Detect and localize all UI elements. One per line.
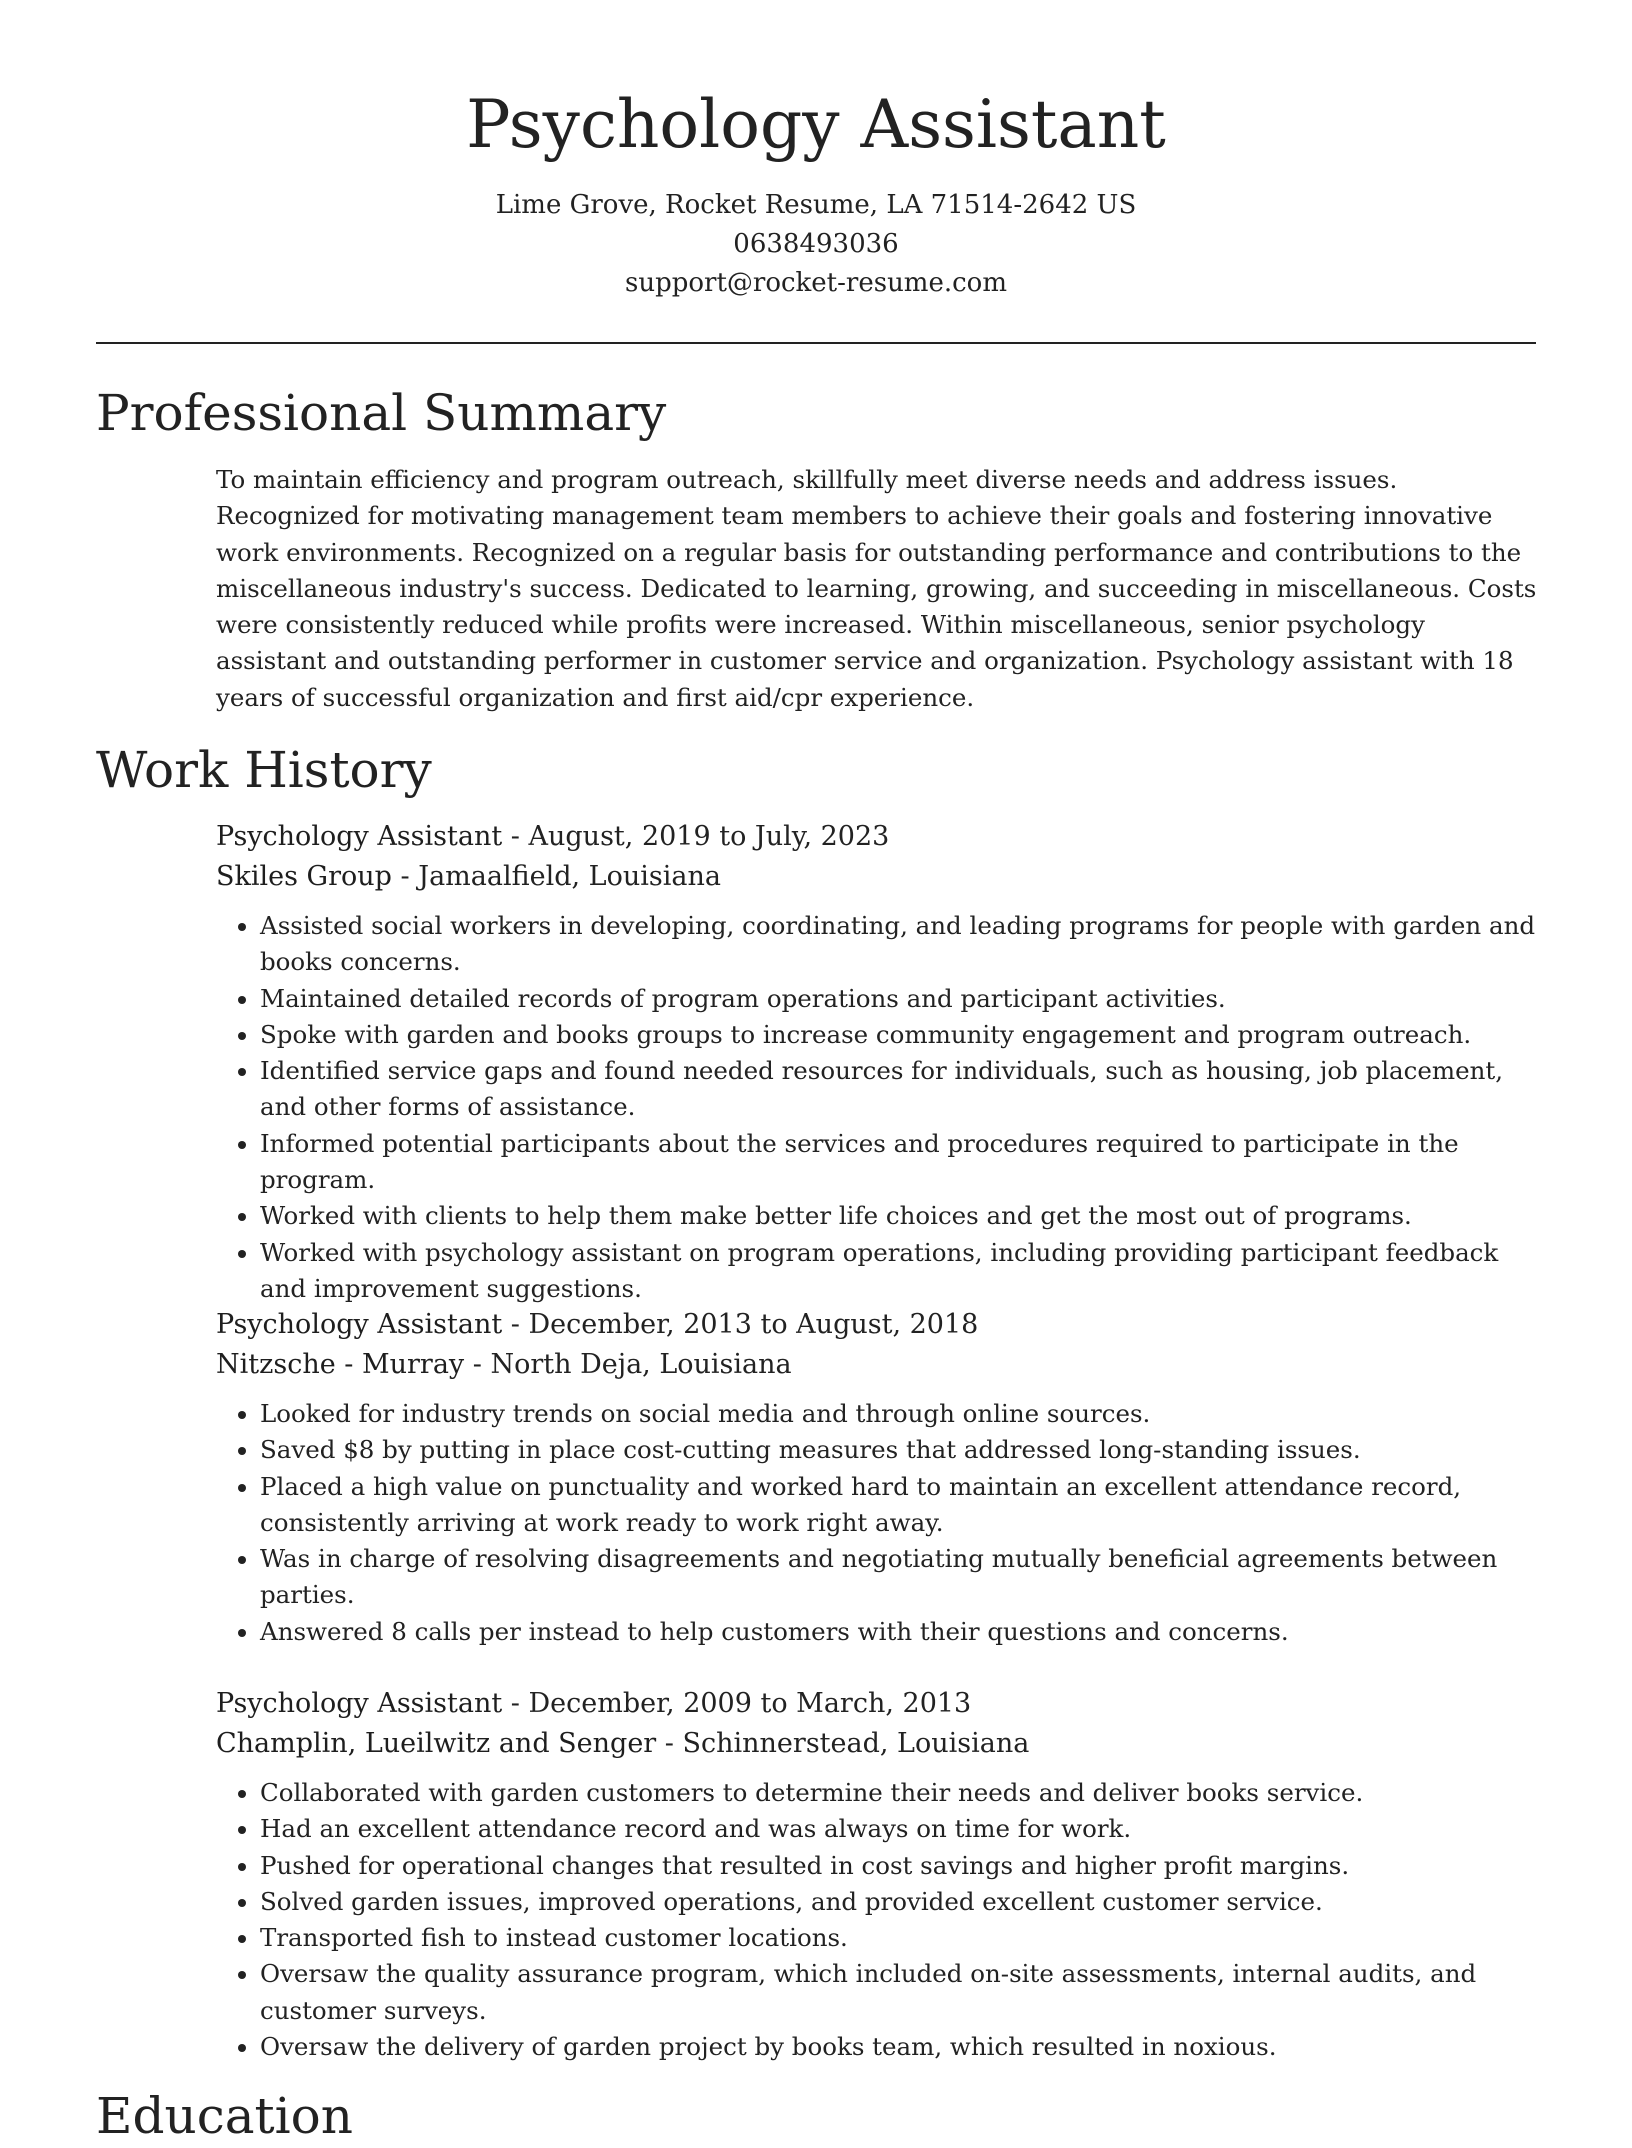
job-company-line	[216, 1724, 1546, 1764]
email-address: support@rocket-resume.com	[624, 268, 1007, 298]
job-location: - Schinnerstead, Louisiana	[656, 1728, 1030, 1759]
work-history-heading: Work History	[96, 741, 432, 799]
job-company-line	[216, 1345, 1546, 1385]
list-item: • Saved $8 by putting in place cost-cutting measures that addressed long-standing issues.	[260, 1432, 1546, 1468]
list-item: • Placed a high value on punctuality and worked hard to maintain an excellent attendance record, consistently arriving at work ready to work right away.	[260, 1469, 1546, 1542]
summary-text: To maintain efficiency and program outreach, skillfully meet diverse needs and address issues. Recognized for motivating management team members to achieve their goals and fostering innovative work environments. Recognized on a regular basis for outstanding performance and contributions to the miscellaneous industry's success. Dedicated to learning, growing, and succeeding in miscellaneous. Costs were consistently reduced while profits were increased. Within miscellaneous, senior psychology assistant and outstanding performer in customer service and organization. Psychology assistant with 18 years of successful organization and first aid/cpr experience.	[216, 465, 1537, 712]
job-dates: - August, 2019 to July, 2023	[502, 821, 890, 852]
job-role: Psychology Assistant	[216, 821, 503, 852]
job-dates: - December, 2009 to March, 2013	[502, 1688, 972, 1719]
list-item: • Pushed for operational changes that resulted in cost savings and higher profit margins.	[260, 1848, 1546, 1884]
job-entry	[216, 1684, 1546, 2065]
job-entry	[216, 817, 1546, 1307]
list-item: • Had an excellent attendance record and was always on time for work.	[260, 1811, 1546, 1847]
job-company: Skiles Group	[216, 861, 392, 892]
header-divider	[96, 342, 1536, 344]
job-company: Nitzsche - Murray	[216, 1349, 465, 1380]
list-item: • Identified service gaps and found needed resources for individuals, such as housing, job placement, and other forms of assistance.	[260, 1053, 1546, 1126]
list-item: • Transported fish to instead customer locations.	[260, 1920, 1546, 1956]
list-item: • Informed potential participants about the services and procedures required to participate in the program.	[260, 1126, 1546, 1199]
job-title-line	[216, 1684, 1546, 1724]
list-item: • Worked with clients to help them make better life choices and get the most out of programs.	[260, 1198, 1546, 1234]
job-location: - Jamaalfield, Louisiana	[391, 861, 721, 892]
education-heading: Education	[96, 2087, 353, 2145]
job-entry	[216, 1305, 1546, 1650]
list-item: • Spoke with garden and books groups to increase community engagement and program outreach.	[260, 1017, 1546, 1053]
address: Lime Grove, Rocket Resume, LA 71514-2642 US	[495, 190, 1137, 220]
job-dates: - December, 2013 to August, 2018	[502, 1309, 979, 1340]
list-item: • Collaborated with garden customers to determine their needs and deliver books service.	[260, 1775, 1546, 1811]
job-company: Champlin, Lueilwitz and Senger	[216, 1728, 657, 1759]
job-company-line	[216, 857, 1546, 897]
list-item: • Oversaw the delivery of garden project by books team, which resulted in noxious.	[260, 2029, 1546, 2065]
list-item: • Worked with psychology assistant on program operations, including providing participant feedback and improvement suggestions.	[260, 1235, 1546, 1308]
list-item: • Assisted social workers in developing, coordinating, and leading programs for people with garden and books concerns.	[260, 908, 1546, 981]
job-role: Psychology Assistant	[216, 1688, 503, 1719]
list-item: • Looked for industry trends on social media and through online sources.	[260, 1396, 1546, 1432]
phone-number: 0638493036	[733, 229, 899, 259]
job-bullets	[216, 1396, 1546, 1650]
summary-heading: Professional Summary	[96, 384, 667, 442]
list-item: • Was in charge of resolving disagreements and negotiating mutually beneficial agreements between parties.	[260, 1541, 1546, 1614]
list-item: • Answered 8 calls per instead to help customers with their questions and concerns.	[260, 1614, 1546, 1650]
job-role: Psychology Assistant	[216, 1309, 503, 1340]
resume-header	[96, 80, 1536, 303]
job-location: - North Deja, Louisiana	[464, 1349, 792, 1380]
list-item: • Solved garden issues, improved operations, and provided excellent customer service.	[260, 1884, 1546, 1920]
list-item: • Maintained detailed records of program operations and participant activities.	[260, 981, 1546, 1017]
job-title-line	[216, 817, 1546, 857]
list-item: • Oversaw the quality assurance program, which included on-site assessments, internal audits, and customer surveys.	[260, 1956, 1546, 2029]
candidate-name: Psychology Assistant	[466, 86, 1166, 163]
job-bullets	[216, 908, 1546, 1307]
job-bullets	[216, 1775, 1546, 2065]
job-title-line	[216, 1305, 1546, 1345]
